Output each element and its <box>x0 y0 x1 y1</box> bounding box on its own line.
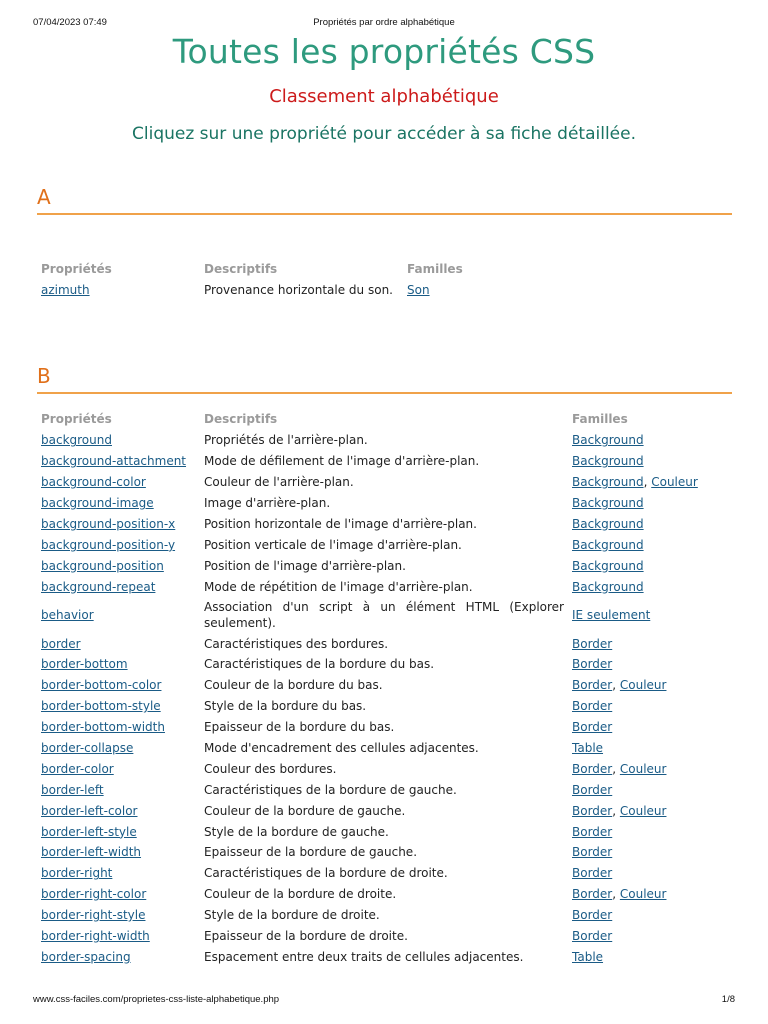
property-cell <box>37 926 200 947</box>
family-link[interactable]: Border <box>572 782 613 797</box>
description-cell: Epaisseur de la bordure de gauche. <box>204 845 418 860</box>
family-link[interactable]: Border <box>572 678 613 693</box>
table-row <box>37 451 732 472</box>
families-cell <box>568 555 732 576</box>
property-cell <box>37 493 200 514</box>
table-body-b <box>37 430 732 967</box>
properties-table-b <box>37 408 732 967</box>
property-link[interactable]: border-bottom-style <box>41 699 161 714</box>
column-header-descriptions: Descriptifs <box>204 262 278 276</box>
table-body-a <box>37 280 507 301</box>
families-cell <box>568 514 732 535</box>
families-cell <box>568 534 732 555</box>
family-link[interactable]: Couleur <box>619 887 667 902</box>
description-cell: Style de la bordure de droite. <box>204 908 380 923</box>
description-cell: Caractéristiques de la bordure du bas. <box>204 657 435 672</box>
table-row <box>37 555 732 576</box>
property-link[interactable]: background-position-x <box>41 517 176 531</box>
property-link[interactable]: background <box>41 433 112 448</box>
families-cell <box>568 738 732 759</box>
families-cell: Background, Couleur <box>572 475 698 490</box>
description-cell: Caractéristiques de la bordure de gauche. <box>204 782 457 797</box>
families-cell <box>568 597 732 633</box>
table-row <box>37 905 732 926</box>
table-row <box>37 926 732 947</box>
family-link[interactable]: Couleur <box>619 678 667 693</box>
property-cell <box>37 738 200 759</box>
description-cell: Couleur de l'arrière-plan. <box>204 475 354 490</box>
family-link[interactable]: Couleur <box>619 803 667 818</box>
table-row <box>37 654 732 675</box>
property-link[interactable]: background-position <box>41 558 164 573</box>
families-cell <box>568 654 732 675</box>
families-cell <box>568 863 732 884</box>
family-link[interactable]: Border <box>572 657 613 672</box>
family-link[interactable]: Couleur <box>651 475 698 490</box>
table-row <box>37 696 732 717</box>
families-cell <box>568 576 732 597</box>
table-row <box>37 597 732 633</box>
family-link[interactable]: IE seulement <box>572 608 651 623</box>
table-row <box>37 738 732 759</box>
property-link[interactable]: border-left-style <box>41 824 137 839</box>
column-header-families: Familles <box>407 262 463 276</box>
intro-text: Cliquez sur une propriété pour accéder à sa fiche détaillée. <box>132 124 636 144</box>
section-letter-a: A <box>37 185 51 209</box>
table-row <box>37 863 732 884</box>
table-header-row <box>37 408 732 430</box>
description-cell: Style de la bordure du bas. <box>204 699 367 714</box>
description-cell: Image d'arrière-plan. <box>204 496 331 511</box>
property-cell <box>37 821 200 842</box>
property-cell <box>37 430 200 451</box>
families-cell: Border, Couleur <box>572 761 667 776</box>
property-cell <box>37 905 200 926</box>
families-cell: Border, Couleur <box>572 678 667 693</box>
families-cell <box>568 717 732 738</box>
table-row <box>37 758 732 779</box>
property-link[interactable]: border-bottom-width <box>41 720 165 735</box>
description-cell: Espacement entre deux traits de cellules adjacentes. <box>204 949 524 964</box>
table-row <box>37 534 732 555</box>
property-cell <box>37 472 200 493</box>
family-link[interactable]: Background <box>572 579 644 594</box>
property-link[interactable]: border-spacing <box>41 949 131 964</box>
description-cell: Caractéristiques des bordures. <box>204 636 389 651</box>
description-cell: Mode de défilement de l'image d'arrière-plan. <box>204 454 480 469</box>
family-link[interactable]: Background <box>572 454 644 469</box>
table-row <box>37 430 732 451</box>
family-link[interactable]: Border <box>572 908 613 923</box>
properties-table-a <box>37 258 507 301</box>
property-link[interactable]: background-repeat <box>41 579 156 594</box>
description-cell: Couleur de la bordure du bas. <box>204 678 383 693</box>
description-cell: Epaisseur de la bordure de droite. <box>204 929 408 944</box>
family-link[interactable]: Border <box>572 887 613 902</box>
property-link[interactable]: border-bottom-color <box>41 678 162 693</box>
description-cell: Position horizontale de l'image d'arrière-plan. <box>204 517 477 531</box>
families-cell <box>568 633 732 654</box>
property-cell <box>37 280 200 301</box>
property-cell <box>37 597 200 633</box>
families-cell: Border, Couleur <box>572 887 667 902</box>
family-link[interactable]: Border <box>572 929 613 944</box>
family-link[interactable]: Border <box>572 720 613 735</box>
description-cell: Position de l'image d'arrière-plan. <box>204 558 406 573</box>
print-datetime: 07/04/2023 07:49 <box>33 17 107 28</box>
property-link[interactable]: background-attachment <box>41 454 187 469</box>
page-indicator: 1/8 <box>721 994 735 1005</box>
description-cell: Mode de répétition de l'image d'arrière-plan. <box>204 579 473 594</box>
family-link[interactable]: Border <box>572 699 613 714</box>
family-link[interactable]: Background <box>572 433 644 448</box>
property-cell <box>37 758 200 779</box>
families-cell <box>403 280 507 301</box>
page-subtitle: Classement alphabétique <box>269 86 499 107</box>
column-header-properties: Propriétés <box>41 262 112 276</box>
print-url: www.css-faciles.com/proprietes-css-liste-alphabetique.php <box>33 994 280 1005</box>
family-link[interactable]: Border <box>572 803 613 818</box>
section-letter-b: B <box>37 364 51 388</box>
family-link[interactable]: Background <box>572 475 644 490</box>
property-cell <box>37 884 200 905</box>
family-link[interactable]: Table <box>572 949 604 964</box>
print-footer <box>33 994 735 1008</box>
column-header-descriptions: Descriptifs <box>204 412 278 426</box>
property-cell <box>37 555 200 576</box>
description-cell: Propriétés de l'arrière-plan. <box>204 433 368 448</box>
property-link[interactable]: background-position-y <box>41 537 176 552</box>
property-link[interactable]: border-bottom <box>41 657 128 672</box>
property-cell <box>37 779 200 800</box>
property-link[interactable]: border-left-width <box>41 845 142 860</box>
table-row <box>37 842 732 863</box>
property-cell <box>37 842 200 863</box>
table-row <box>37 472 732 493</box>
family-link[interactable]: Couleur <box>619 761 667 776</box>
table-row <box>37 717 732 738</box>
families-cell <box>568 926 732 947</box>
description-cell: Couleur des bordures. <box>204 761 337 776</box>
property-cell <box>37 576 200 597</box>
table-header-row <box>37 258 507 280</box>
table-row <box>37 576 732 597</box>
property-cell <box>37 946 200 967</box>
table-row <box>37 493 732 514</box>
property-link[interactable]: border-left-color <box>41 803 138 818</box>
family-link[interactable]: Son <box>407 283 430 298</box>
property-cell <box>37 863 200 884</box>
property-cell <box>37 654 200 675</box>
family-link[interactable]: Background <box>572 537 644 552</box>
description-cell: Provenance horizontale du son. <box>204 283 393 298</box>
family-link[interactable]: Background <box>572 558 644 573</box>
families-cell <box>568 430 732 451</box>
family-link[interactable]: Border <box>572 824 613 839</box>
family-link[interactable]: Background <box>572 496 644 511</box>
family-link[interactable]: Border <box>572 636 613 651</box>
property-cell <box>37 696 200 717</box>
families-cell <box>568 946 732 967</box>
property-cell <box>37 451 200 472</box>
family-link[interactable]: Border <box>572 761 613 776</box>
property-cell <box>37 717 200 738</box>
families-cell <box>568 451 732 472</box>
table-row <box>37 779 732 800</box>
property-link[interactable]: border-right-style <box>41 908 146 923</box>
table-row <box>37 633 732 654</box>
property-link[interactable]: border-right-color <box>41 887 147 902</box>
table-row <box>37 821 732 842</box>
property-link[interactable]: border-color <box>41 761 114 776</box>
column-header-families: Familles <box>572 412 628 426</box>
property-cell <box>37 800 200 821</box>
families-cell <box>568 842 732 863</box>
description-cell: Mode d'encadrement des cellules adjacentes. <box>204 741 479 756</box>
description-cell: Caractéristiques de la bordure de droite. <box>204 866 448 881</box>
property-link[interactable]: background-color <box>41 475 146 490</box>
description-cell: Position verticale de l'image d'arrière-plan. <box>204 537 462 552</box>
column-header-properties: Propriétés <box>41 412 112 426</box>
description-cell: Couleur de la bordure de droite. <box>204 887 397 902</box>
table-row <box>37 884 732 905</box>
property-cell <box>37 514 200 535</box>
description-cell: Couleur de la bordure de gauche. <box>204 803 406 818</box>
table-row <box>37 675 732 696</box>
family-link[interactable]: Background <box>572 517 644 531</box>
property-link[interactable]: border <box>41 636 81 651</box>
table-row <box>37 946 732 967</box>
page-title: Toutes les propriétés CSS <box>172 32 596 71</box>
families-cell <box>568 821 732 842</box>
family-link[interactable]: Table <box>572 741 604 756</box>
property-cell <box>37 633 200 654</box>
property-link[interactable]: border-collapse <box>41 741 134 756</box>
property-link[interactable]: border-left <box>41 782 104 797</box>
table-row <box>37 800 732 821</box>
families-cell: Border, Couleur <box>572 803 667 818</box>
description-cell: Association d'un script à un élément HTML (Explorer seulement). <box>204 600 564 631</box>
description-cell: Style de la bordure de gauche. <box>204 824 389 839</box>
families-cell <box>568 696 732 717</box>
families-cell <box>568 905 732 926</box>
families-cell <box>568 779 732 800</box>
print-header <box>33 17 735 31</box>
property-link[interactable]: border-right-width <box>41 929 150 944</box>
section-divider-b <box>37 392 732 394</box>
print-page-title: Propriétés par ordre alphabétique <box>313 17 455 28</box>
property-link[interactable]: border-right <box>41 866 113 881</box>
table-row <box>37 514 732 535</box>
families-cell <box>568 493 732 514</box>
property-link[interactable]: behavior <box>41 608 94 623</box>
family-link[interactable]: Border <box>572 866 613 881</box>
property-cell <box>37 534 200 555</box>
property-link[interactable]: azimuth <box>41 283 90 298</box>
description-cell: Epaisseur de la bordure du bas. <box>204 720 395 735</box>
family-link[interactable]: Border <box>572 845 613 860</box>
property-cell <box>37 675 200 696</box>
property-link[interactable]: background-image <box>41 496 154 511</box>
table-row <box>37 280 507 301</box>
section-divider-a <box>37 213 732 215</box>
